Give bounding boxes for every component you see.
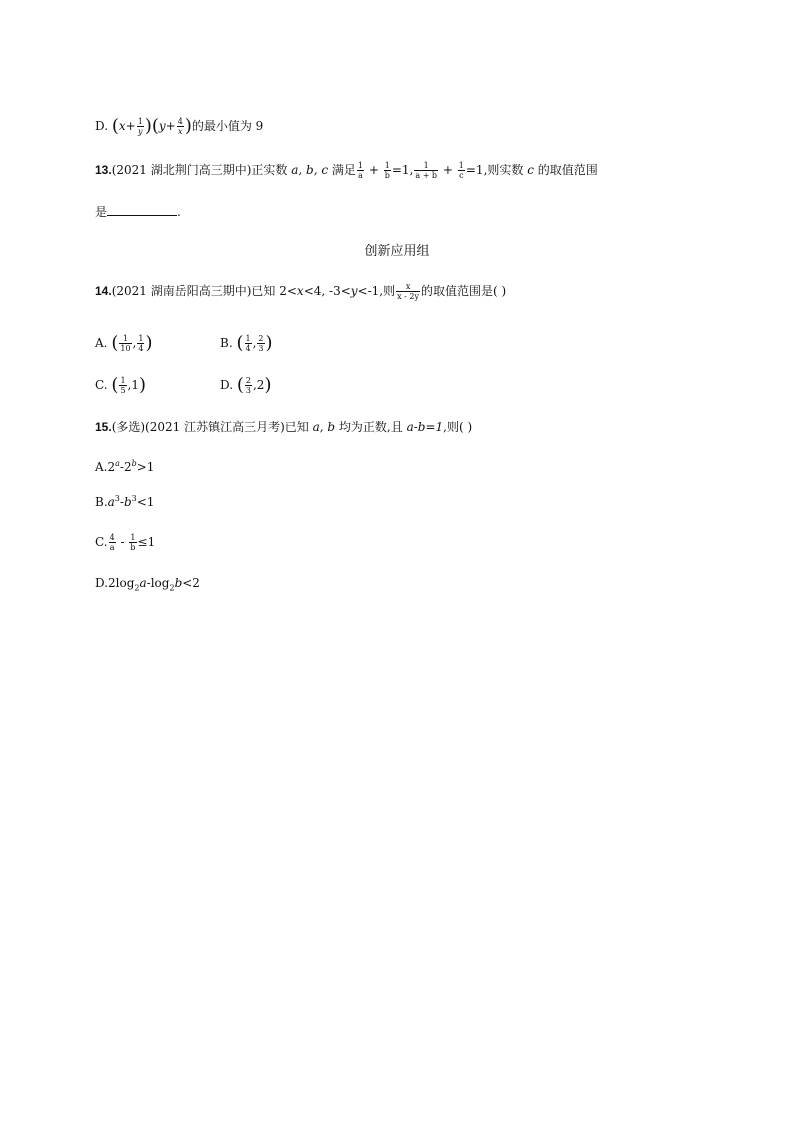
fraction bbox=[109, 533, 116, 552]
option-text: 的最小值为 9 bbox=[191, 119, 264, 133]
numerator: 1 bbox=[138, 334, 144, 343]
question-number: 15. bbox=[95, 420, 112, 434]
exponent: 3 bbox=[131, 494, 137, 503]
question-13-line2 bbox=[95, 203, 181, 220]
q15-option-b[interactable] bbox=[95, 491, 154, 510]
base: 2 bbox=[107, 460, 116, 474]
denominator: x - 2y bbox=[397, 292, 420, 301]
equals: =1, bbox=[391, 163, 414, 177]
plus-sign: + bbox=[368, 163, 379, 177]
numerator: 1 bbox=[130, 533, 136, 542]
paren: ) bbox=[144, 115, 152, 137]
question-text: ,则( ) bbox=[443, 420, 473, 434]
question-text: <4, -3< bbox=[303, 284, 351, 298]
option-value: 2 bbox=[256, 378, 265, 392]
denominator: b bbox=[384, 171, 390, 180]
var-a: a bbox=[107, 495, 115, 509]
paren: ) bbox=[264, 374, 272, 396]
paren: ) bbox=[145, 332, 153, 354]
fraction bbox=[129, 533, 136, 552]
option-label: D. bbox=[95, 119, 109, 133]
denominator: a bbox=[358, 171, 363, 180]
exponent: 3 bbox=[114, 494, 120, 503]
denominator: b bbox=[130, 543, 136, 552]
numerator: 1 bbox=[119, 334, 131, 344]
fraction bbox=[357, 161, 364, 180]
option-text: ≤1 bbox=[137, 535, 156, 549]
numerator: 1 bbox=[137, 117, 143, 126]
q12-option-d bbox=[95, 117, 263, 136]
numerator: 1 bbox=[414, 161, 438, 171]
paren: ( bbox=[111, 374, 119, 396]
denominator: 3 bbox=[258, 344, 264, 353]
var-c: c bbox=[527, 163, 534, 177]
question-text: 正实数 bbox=[251, 163, 288, 177]
option-label: C. bbox=[95, 535, 108, 549]
minus-sign: - bbox=[119, 460, 124, 474]
question-13 bbox=[95, 161, 598, 180]
q14-option-a[interactable]: A. ( $\frac{1}{10}$ , $\frac{1}{4}$ ) bbox=[95, 332, 153, 354]
denominator: a + b bbox=[415, 171, 438, 180]
numerator: 1 bbox=[357, 161, 364, 170]
question-number: 14. bbox=[95, 284, 112, 298]
option-label: B. bbox=[95, 495, 108, 509]
option-label: A. bbox=[95, 460, 108, 474]
denominator: 4 bbox=[138, 344, 144, 353]
paren: ) bbox=[265, 332, 273, 354]
option-label: D. bbox=[95, 576, 109, 590]
numerator: x bbox=[396, 282, 420, 292]
option-text: <1 bbox=[136, 495, 155, 509]
var-a: a bbox=[139, 576, 147, 590]
option-label: D. bbox=[220, 378, 234, 392]
period: . bbox=[177, 205, 181, 219]
numerator: 1 bbox=[384, 161, 390, 170]
q15-option-a[interactable] bbox=[95, 456, 154, 475]
question-15 bbox=[95, 419, 472, 435]
denominator: 3 bbox=[245, 386, 251, 395]
question-text: 是 bbox=[95, 205, 108, 219]
question-text: 的取值范围是( ) bbox=[421, 284, 507, 298]
fraction bbox=[245, 334, 252, 353]
question-text: (多选)(2021 江苏镇江高三月考)已知 bbox=[111, 420, 309, 434]
option-text: >1 bbox=[136, 460, 155, 474]
log-text: -log bbox=[146, 576, 170, 590]
denominator: 4 bbox=[245, 344, 251, 353]
numerator: 4 bbox=[109, 533, 115, 542]
minus-sign: - bbox=[119, 495, 124, 509]
paren: ( bbox=[236, 332, 244, 354]
fraction bbox=[137, 117, 144, 136]
question-text: 均为正数,且 bbox=[338, 420, 403, 434]
paren: ) bbox=[139, 374, 147, 396]
paren: ( bbox=[111, 332, 119, 354]
exponent: b bbox=[131, 459, 137, 468]
option-text: <2 bbox=[182, 576, 200, 590]
numerator: 2 bbox=[258, 334, 264, 343]
condition: a-b=1 bbox=[406, 420, 444, 434]
var-y: y bbox=[350, 284, 358, 298]
fraction bbox=[396, 282, 420, 301]
variables: a, b bbox=[312, 420, 336, 434]
equals: =1, bbox=[465, 163, 488, 177]
variables: a, b, c bbox=[291, 163, 329, 177]
question-text: 则实数 bbox=[487, 163, 524, 177]
exponent: a bbox=[115, 459, 120, 468]
denominator: y bbox=[138, 127, 143, 136]
paren: ( bbox=[151, 115, 159, 137]
numerator: 1 bbox=[458, 161, 464, 170]
numerator: 1 bbox=[245, 334, 251, 343]
base: 2 bbox=[123, 460, 132, 474]
log-base: 2 bbox=[134, 583, 140, 593]
plus-sign: + bbox=[125, 119, 136, 133]
question-text: <-1,则 bbox=[357, 284, 396, 298]
minus-sign: - bbox=[120, 535, 125, 549]
q14-option-d[interactable]: D. ( $\frac{2}{3}$ ,2) bbox=[220, 374, 272, 396]
q14-option-b[interactable]: B. ( $\frac{1}{4}$ , $\frac{2}{3}$ ) bbox=[220, 332, 273, 354]
paren: ( bbox=[111, 115, 119, 137]
fraction bbox=[137, 334, 144, 353]
fraction bbox=[458, 161, 465, 180]
var-b: b bbox=[123, 495, 132, 509]
denominator: x bbox=[178, 127, 183, 136]
fraction bbox=[119, 376, 126, 395]
question-source: (2021 湖南岳阳高三期中) bbox=[111, 284, 252, 298]
var-y: y bbox=[158, 119, 166, 133]
option-label: C. bbox=[95, 378, 108, 392]
plus-sign: + bbox=[165, 119, 176, 133]
paren: ) bbox=[184, 115, 192, 137]
q14-option-c[interactable]: C. ( $\frac{1}{5}$ ,1) bbox=[95, 374, 147, 396]
option-label: B. bbox=[220, 336, 233, 350]
denominator: 5 bbox=[120, 386, 126, 395]
fraction bbox=[245, 376, 252, 395]
denominator: 10 bbox=[120, 344, 131, 353]
section-title: 创新应用组 bbox=[364, 244, 430, 259]
option-value: 1 bbox=[131, 378, 139, 392]
fraction bbox=[384, 161, 391, 180]
fraction bbox=[257, 334, 264, 353]
question-14 bbox=[95, 282, 506, 301]
var-x: x bbox=[118, 119, 126, 133]
paren: ( bbox=[236, 374, 244, 396]
plus-sign: + bbox=[442, 163, 453, 177]
log-base: 2 bbox=[169, 583, 175, 593]
numerator: 2 bbox=[245, 376, 251, 385]
var-b: b bbox=[174, 576, 183, 590]
q15-option-d[interactable] bbox=[95, 575, 200, 596]
fraction bbox=[414, 161, 438, 180]
question-number: 13. bbox=[95, 163, 112, 177]
log-text: 2log bbox=[108, 576, 135, 590]
question-text: 满足 bbox=[331, 163, 356, 177]
q15-option-c[interactable] bbox=[95, 533, 155, 552]
answer-blank[interactable] bbox=[107, 203, 177, 216]
question-text: 已知 2< bbox=[251, 284, 297, 298]
var-x: x bbox=[296, 284, 304, 298]
fraction bbox=[119, 334, 131, 353]
numerator: 4 bbox=[177, 117, 183, 126]
fraction bbox=[177, 117, 184, 136]
option-label: A. bbox=[95, 336, 108, 350]
denominator: c bbox=[459, 171, 464, 180]
question-text: 的取值范围 bbox=[537, 163, 598, 177]
denominator: a bbox=[109, 543, 115, 552]
numerator: 1 bbox=[120, 376, 126, 385]
question-source: (2021 湖北荆门高三期中) bbox=[111, 163, 252, 177]
